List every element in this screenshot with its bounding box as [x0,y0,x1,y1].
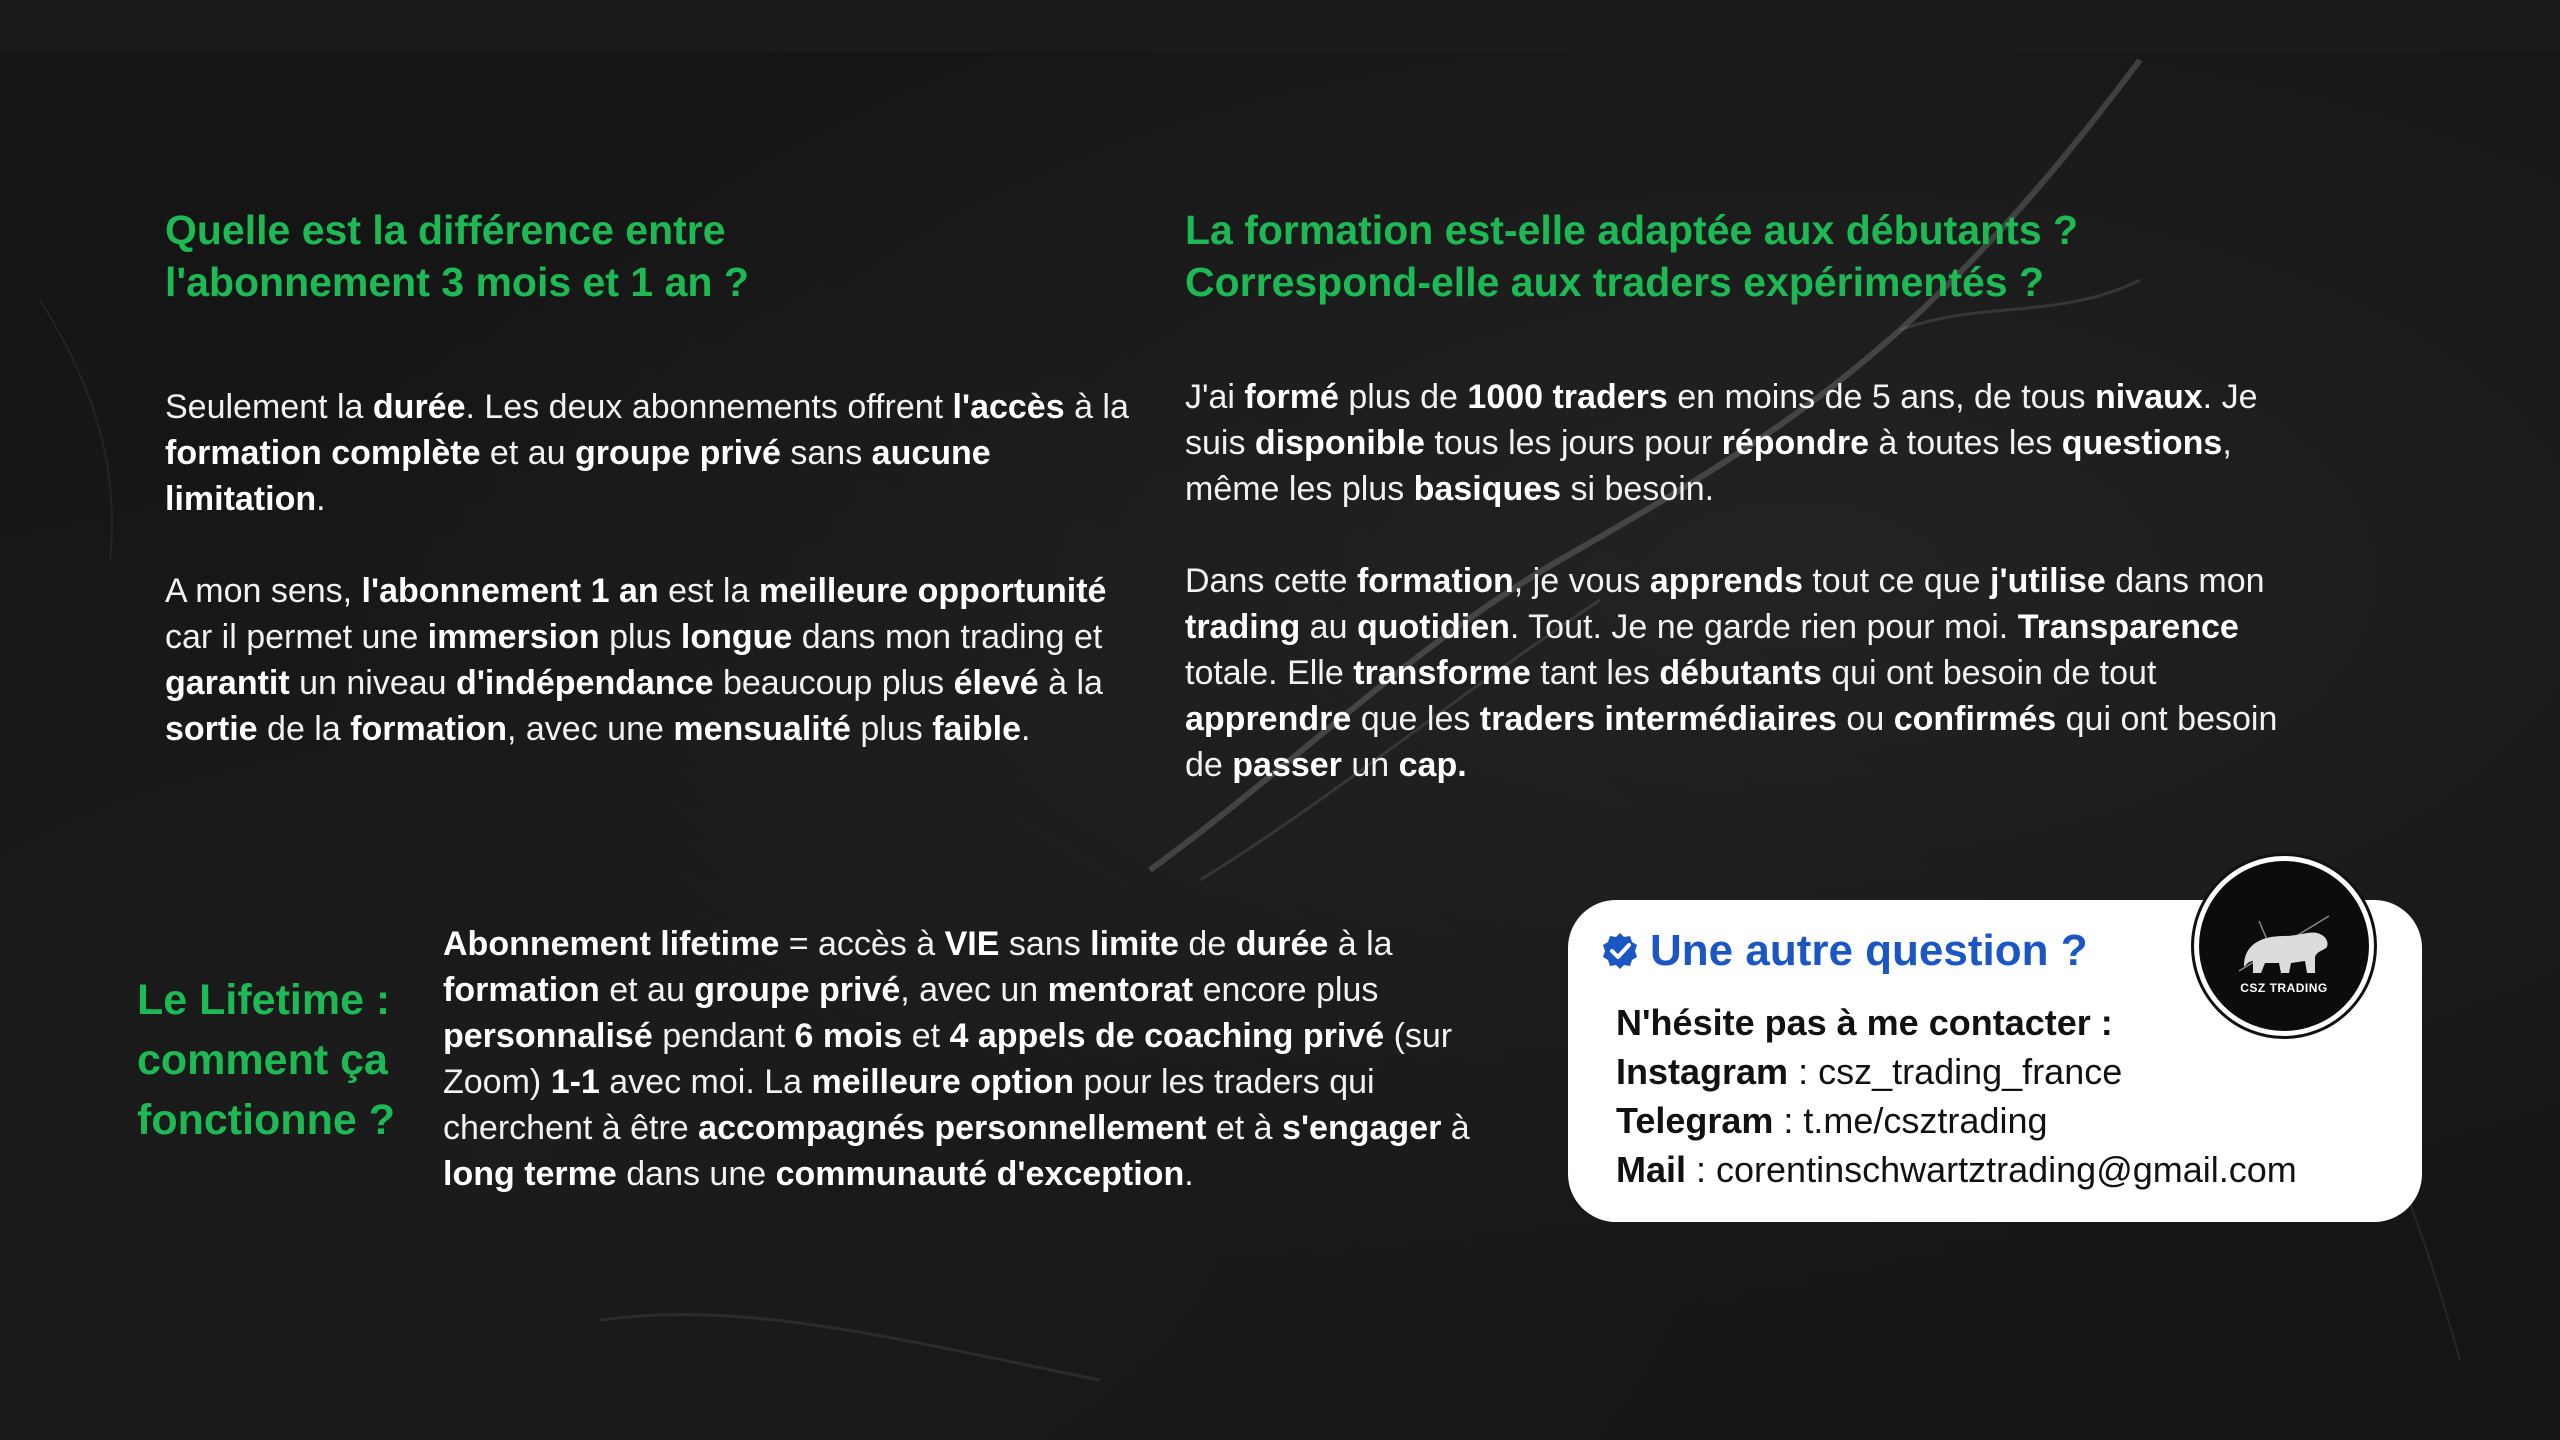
bold-text-run: s'engager [1282,1109,1442,1147]
faq2-heading [1185,204,2078,309]
text-run: et au [599,971,695,1009]
bold-text-run: immersion [427,618,600,656]
text-run: totale. Elle [1185,654,1354,692]
text-run: , même les plus [1185,424,2232,508]
text-run: à la [1064,388,1129,426]
bold-text-run: durée [372,388,466,426]
text-run: . [1184,1155,1194,1193]
text-run: car il permet une [165,618,428,656]
bold-text-run: 6 mois [794,1017,903,1055]
faq1-heading-line2: l'abonnement 3 mois et 1 an ? [165,259,749,306]
bold-text-run: trading [1185,608,1301,646]
text-run: ou [1836,700,1894,738]
text-run: à la [1038,664,1103,702]
text-run: A mon sens, [165,572,362,610]
text-run: qui ont besoin de [1185,700,2278,784]
text-run: et à [1206,1109,1283,1147]
text-run: au [1300,608,1357,646]
verified-badge-icon [1600,931,1640,971]
text-run: plus de [1338,378,1468,416]
faq1-answer [165,384,1145,752]
text-run: , avec un [900,971,1048,1009]
mail-address[interactable]: : corentinschwartztrading@gmail.com [1686,1149,2297,1190]
text-run: tant les [1530,654,1660,692]
bold-text-run: meilleure opportunité [758,572,1107,610]
text-run: et au [480,434,575,472]
telegram-label: Telegram [1616,1100,1774,1141]
text-run: = accès à [779,925,945,963]
mail-label: Mail [1616,1149,1687,1190]
bold-text-run: basiques [1413,470,1562,508]
bold-text-run: l'accès [952,388,1065,426]
contact-details [1616,998,2297,1194]
bold-text-run: l'abonnement 1 an [361,572,659,610]
contact-title-text: Une autre question ? [1650,926,2088,975]
bold-text-run: Transparence [2017,608,2239,646]
bold-text-run: garantit [165,664,290,702]
bold-text-run: long terme [443,1155,617,1193]
bold-text-run: longue [680,618,793,656]
contact-title [1600,926,2088,976]
lifetime-heading-line1: Le Lifetime : [137,976,391,1024]
bold-text-run: confirmés [1893,700,2057,738]
csz-trading-logo [2194,856,2374,1036]
text-run: si besoin. [1561,470,1715,508]
text-run: dans mon [2105,562,2265,600]
text-run: Seulement la [165,388,373,426]
bold-text-run: disponible [1254,424,1425,462]
text-run: de la [257,710,351,748]
bold-text-run: VIE [944,925,1000,963]
text-run: tous les jours pour [1424,424,1722,462]
text-run: de [1178,925,1236,963]
faq1-heading [165,204,749,309]
text-run: . Tout. Je ne garde rien pour moi. [1509,608,2018,646]
bold-text-run: 1000 traders [1467,378,1668,416]
text-run: encore plus [1193,971,1379,1009]
text-run: en moins de 5 ans, de tous [1667,378,2095,416]
bold-text-run: sortie [165,710,258,748]
faq1-heading-line1: Quelle est la différence entre [165,207,726,253]
bold-text-run: questions [2061,424,2223,462]
text-run: plus [599,618,681,656]
bold-text-run: mentorat [1047,971,1194,1009]
text-run: . Les deux abonnements offrent [465,388,953,426]
bold-text-run: apprendre [1185,700,1352,738]
bold-text-run: répondre [1721,424,1869,462]
bold-text-run: Abonnement lifetime [443,925,780,963]
text-run: est la [658,572,759,610]
text-run: . [1021,710,1031,748]
text-run: un niveau [289,664,457,702]
text-run: tout ce que [1802,562,1991,600]
text-run: Dans cette [1185,562,1357,600]
text-run: . [316,480,326,518]
bold-text-run: personnalisé [443,1017,653,1055]
text-run: , je vous [1513,562,1650,600]
bear-icon [2199,861,2369,1031]
bold-text-run: accompagnés personnellement [698,1109,1207,1147]
text-run: que les [1351,700,1480,738]
bold-text-run: groupe privé [694,971,901,1009]
bold-text-run: groupe privé [575,434,781,472]
bold-text-run: transforme [1353,654,1531,692]
bold-text-run: durée [1235,925,1329,963]
instagram-handle[interactable]: : csz_trading_france [1788,1051,2123,1092]
faq2-answer [1185,374,2315,788]
bold-text-run: formation complète [165,434,481,472]
text-run: pour les traders qui cherchent à être [443,1063,1375,1147]
telegram-row[interactable] [1616,1096,2297,1145]
faq1-answer-paragraph-1 [165,384,1145,522]
telegram-link[interactable]: : t.me/csztrading [1773,1100,2048,1141]
text-run: beaucoup plus [713,664,954,702]
bold-text-run: passer [1232,746,1342,784]
text-run: et [902,1017,950,1055]
bold-text-run: débutants [1659,654,1822,692]
faq2-heading-line1: La formation est-elle adaptée aux débutants ? [1185,207,2079,253]
lifetime-paragraph [443,921,1503,1197]
bold-text-run: faible [932,710,1022,748]
bold-text-run: limite [1090,925,1179,963]
text-run: plus [850,710,933,748]
bold-text-run: formé [1244,378,1339,416]
bold-text-run: communauté d'exception [775,1155,1185,1193]
lifetime-heading [137,970,395,1150]
faq2-answer-paragraph-1 [1185,374,2315,512]
text-run: avec moi. La [599,1063,812,1101]
faq2-heading-line2: Correspond-elle aux traders expérimentés ? [1185,259,2045,306]
lifetime-heading-line3: fonctionne ? [137,1096,395,1144]
bold-text-run: 1-1 [550,1063,600,1101]
logo-text: CSZ TRADING [2240,981,2328,995]
bold-text-run: traders intermédiaires [1479,700,1837,738]
bold-text-run: quotidien [1356,608,1510,646]
text-run: (sur Zoom) [443,1017,1453,1101]
faq1-answer-paragraph-2 [165,568,1145,752]
text-run: , avec une [507,710,674,748]
bold-text-run: cap. [1398,746,1467,784]
text-run: à [1441,1109,1470,1147]
text-run: sans [999,925,1091,963]
bold-text-run: formation [1356,562,1514,600]
text-run: J'ai [1185,378,1245,416]
bold-text-run: mensualité [673,710,851,748]
bold-text-run: nivaux [2094,378,2203,416]
bold-text-run: aucune limitation [165,434,991,518]
bold-text-run: apprends [1649,562,1803,600]
bold-text-run: formation [443,971,600,1009]
text-run: qui ont besoin de tout [1821,654,2157,692]
contact-subtitle [1616,998,2297,1047]
bold-text-run: d'indépendance [456,664,714,702]
text-run: pendant [652,1017,795,1055]
text-run: à toutes les [1868,424,2062,462]
bold-text-run: élevé [953,664,1039,702]
bold-text-run: meilleure option [811,1063,1075,1101]
faq2-answer-paragraph-2 [1185,558,2315,788]
text-run: un [1341,746,1399,784]
text-run: dans mon trading et [792,618,1103,656]
text-run: sans [780,434,872,472]
bold-text-run: 4 appels de coaching privé [949,1017,1385,1055]
bold-text-run: j'utilise [1990,562,2106,600]
lifetime-description [443,921,1503,1197]
instagram-label: Instagram [1616,1051,1789,1092]
mail-row[interactable] [1616,1145,2297,1194]
text-run: à la [1328,925,1393,963]
lifetime-heading-line2: comment ça [137,1036,388,1084]
text-run: . Je suis [1185,378,2258,462]
bold-text-run: formation [350,710,507,748]
text-run: dans une [616,1155,776,1193]
contact-subtitle-text: N'hésite pas à me contacter : [1616,1002,2113,1043]
instagram-row[interactable] [1616,1047,2297,1096]
